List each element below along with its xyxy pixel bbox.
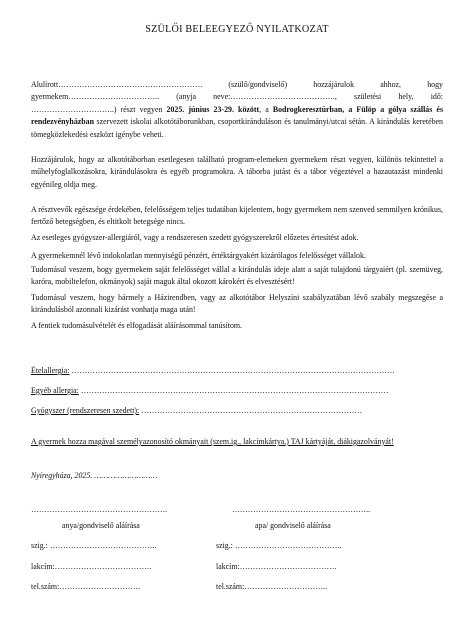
document-title: SZÜLŐI BELEEGYEZŐ NYILATKOZAT [145, 24, 329, 35]
mother-phone-field[interactable]: tel.szám:…………………………. [31, 582, 141, 591]
other-allergy-label: Egyéb allergia: [31, 386, 79, 395]
money-responsibility-paragraph: A gyermekemnél lévő indokolatlan mennyiségű pénzért, értéktárgyakért kizárólagos felelősséget vállalok. [31, 251, 366, 260]
mother-address-field[interactable]: lakcím:………………………………. [31, 562, 152, 571]
father-signature-line[interactable]: …………………………………………….. [232, 505, 371, 514]
belongings-responsibility-paragraph: Tudomásul veszem, hogy gyermekem saját felelősséget vállal a kirándulás ideje alatt a saját tulajdonú tárgyaiért (pl. szemüveg, karóra, mobiltelefon, okmányok) saját maguk által okozott károkért és elvesztésért! [31, 265, 443, 287]
food-allergy-label: Ételallergia: [31, 366, 70, 375]
father-phone-field[interactable]: tel.szám:………………………….. [216, 582, 328, 591]
mother-signature-line[interactable]: ……………………………………………. [31, 505, 168, 514]
medication-label: Gyógyszer (rendszeresen szedett): [31, 406, 140, 415]
father-signature-caption: apa/ gondviselő aláírása [255, 521, 331, 530]
camp-venue: Bodrogkeresztúrban, a Fülöp a gólya szállás és rendezvényházban [31, 104, 444, 127]
documents-notice: A gyermek hozza magával személyazonosító okmányait (szem.ig., lakcímkártya,) TAJ kártyáját, diákigazolványát! [31, 437, 394, 446]
house-rules-paragraph: Tudomásul veszem, hogy bármely a Házirendben, vagy az alkotótábor Helyszíni szabályzatában lévő szabály megszegése a kirándulásból azonnali kizárást vonhatja maga után! [31, 293, 443, 315]
acknowledgement-paragraph: A fentiek tudomásulvételét és elfogadását aláírásommal tanúsítom. [31, 321, 243, 330]
intro-paragraph: Alulírott………………………………………………. (szülő/gondviselő) hozzájárulok ahhoz, hogy gyermekem…………………………….. (anyja neve:…………………………………., születési hely, idő: …………………………..) részt vegyen 2025. június 23-29. között, a Bodrogkeresztúrban, a Fülöp a gólya szállás és rendezvényházban szervezett iskolai alkotótáborunkban, csoportkiránduláson és tanulmányi/utcai sétán. A kirándulás keretében tömegközlekedési eszközt igénybe veheti. [31, 80, 444, 139]
father-address-field[interactable]: lakcím:………………………………. [216, 562, 337, 571]
camp-dates: 2025. június 23-29. között [166, 104, 260, 114]
food-allergy-field[interactable]: Ételallergia: …………………………………………………………………………………………………………… [31, 366, 395, 375]
mother-id-field[interactable]: szig.: ………………………………….. [31, 541, 157, 550]
medication-notice-paragraph: Az esetleges gyógyszer-allergiáról, vagy a rendszeresen szedett gyógyszerekről előzetes értesítést adok. [31, 233, 359, 242]
medication-field[interactable]: Gyógyszer (rendszeresen szedett): ………………………………………………………………………… [31, 406, 363, 415]
mother-signature-caption: anya/gondviselő aláírása [62, 521, 140, 530]
place-date-field[interactable]: Nyíregyháza, 2025. ……………………… [31, 471, 158, 480]
health-declaration-paragraph: A résztvevők egészsége érdekében, felelősségem teljes tudatában kijelentem, hogy gyermekem nem szenved semmilyen krónikus, fertőző betegségben, és eltitkolt betegsége nincs. [31, 205, 443, 227]
other-allergy-field[interactable]: Egyéb allergia: ……………………………………………………………………………………………………… [31, 386, 389, 395]
consent-paragraph-programs: Hozzájárulok, hogy az alkotótáborban esetlegesen található program-elemeken gyermekem részt vegyen, különös tekintettel a műhelyfoglalkozásokra, kirándulásokra és egyéb programokra. A táborba jutást és a tábor végeztével a hazautazást mindenki egyénileg oldja meg. [31, 155, 443, 189]
father-id-field[interactable]: szig.: ………………………………….. [216, 541, 342, 550]
